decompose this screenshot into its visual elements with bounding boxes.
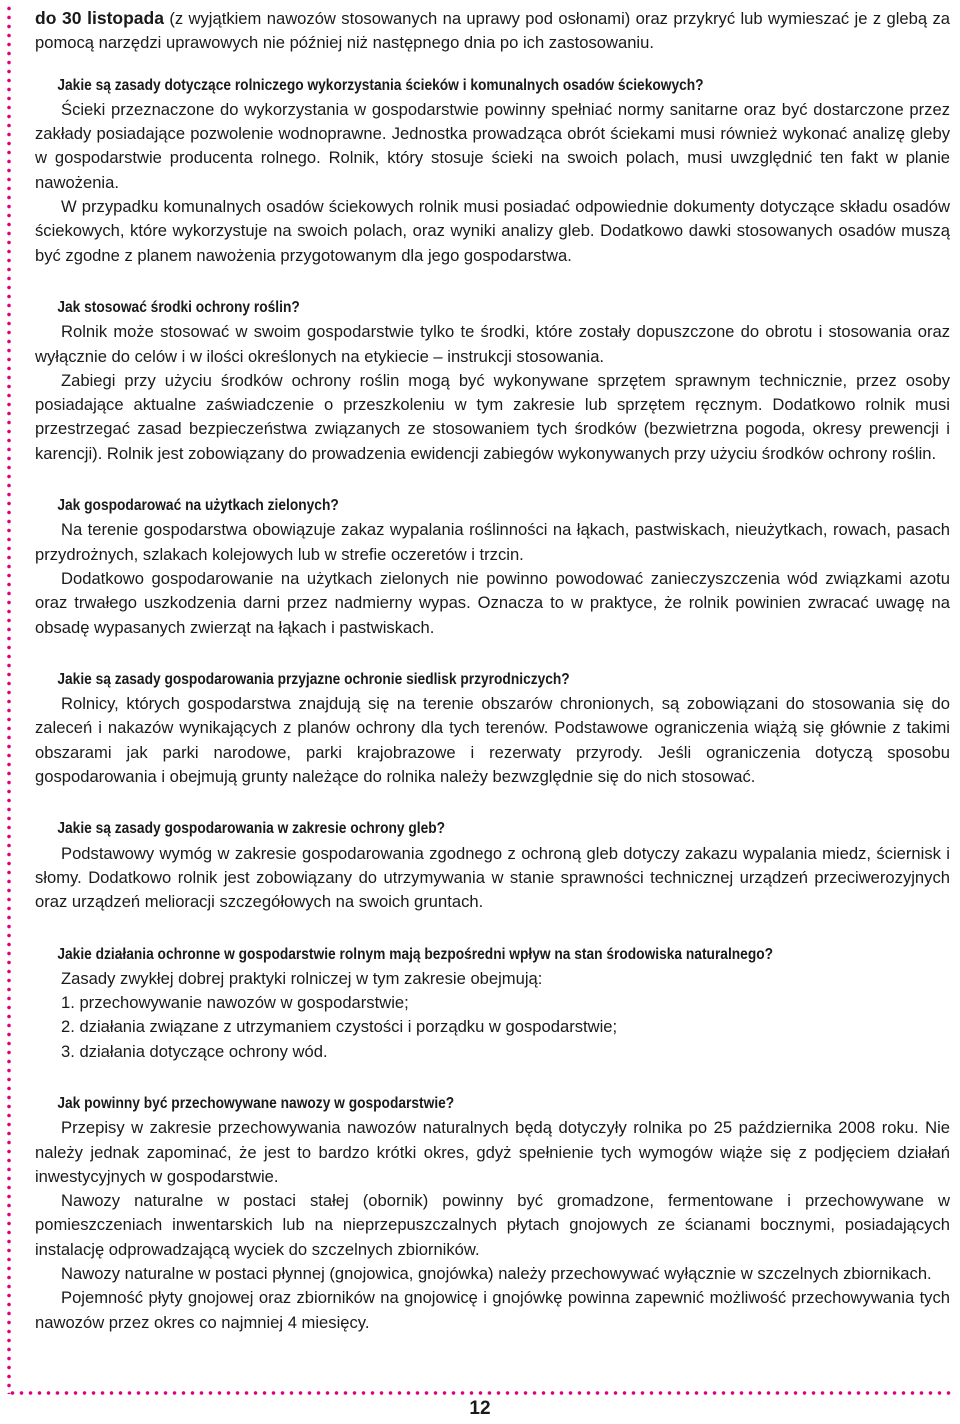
bottom-dotted-border xyxy=(8,1390,954,1396)
section-heading: Jakie są zasady gospodarowania w zakresie ochrony gleb? xyxy=(57,820,446,838)
section-heading: Jakie są zasady gospodarowania przyjazne ochronie siedlisk przyrodniczych? xyxy=(57,670,570,688)
section-paragraph: Na terenie gospodarstwa obowiązuje zakaz wypalania roślinności na łąkach, pastwiskach, nieużytkach, rowach, pasach przydrożnych, szlakach kolejowych lub w strefie oczeretów i trzcin. xyxy=(35,520,950,564)
page-number: 12 xyxy=(469,1398,491,1419)
section-paragraph: Pojemność płyty gnojowej oraz zbiorników na gnojowicę i gnojówkę powinna zapewnić możliwość przechowywania tych nawozów przez okres co najmniej 4 miesięcy. xyxy=(35,1288,950,1332)
section-paragraph: W przypadku komunalnych osadów ściekowych rolnik musi posiadać odpowiednie dokumenty dotyczące składu osadów ściekowych, które wykorzystuje na swoich polach, oraz wyniki analizy gleb. Dodatkowo dawki stosowanych osadów muszą być zgodne z planem nawożenia przygotowanym dla jego gospodarstwa. xyxy=(35,197,950,265)
section-paragraph: Nawozy naturalne w postaci stałej (obornik) powinny być gromadzone, fermentowane i przechowywane w pomieszczeniach inwentarskich lub na nieprzepuszczalnych płytach gnojowych ze ścianami bocznymi, posiadających instalację odprowadzającą wyciek do szczelnych zbiorników. xyxy=(35,1191,950,1259)
intro-paragraph xyxy=(35,6,950,56)
list-item: 3. działania dotyczące ochrony wód. xyxy=(61,1041,328,1061)
list-item: 1. przechowywanie nawozów w gospodarstwie; xyxy=(61,993,409,1013)
section-heading: Jak powinny być przechowywane nawozy w gospodarstwie? xyxy=(57,1094,455,1112)
section-paragraph: Podstawowy wymóg w zakresie gospodarowania zgodnego z ochroną gleb dotyczy zakazu wypalania miedz, ściernisk i słomy. Dodatkowo rolnik jest zobowiązany do utrzymywania w stanie sprawności technicznej urządzeń przeciwerozyjnych oraz urządzeń melioracji szczegółowych na swoich gruntach. xyxy=(35,843,950,912)
section-paragraph: Zabiegi przy użyciu środków ochrony roślin mogą być wykonywane sprzętem sprawnym technicznie, przez osoby posiadające aktualne zaświadczenie o przeszkoleniu w tym zakresie lub sprzętem ręcznym. Dodatkowo rolnik musi przestrzegać zasad bezpieczeństwa związanych ze stosowaniem tych środków (bezwietrzna pogoda, okresy prewencji i karencji). Rolnik jest zobowiązany do prowadzenia ewidencji zabiegów wykonywanych przy użyciu środków ochrony roślin. xyxy=(35,370,950,463)
section-paragraph: Dodatkowo gospodarowanie na użytkach zielonych nie powinno powodować zanieczyszczenia wód związkami azotu oraz trwałego uszkodzenia darni przez nadmierny wypas. Oznacza to w praktyce, że rolnik powinien zwracać uwagę na obsadę wypasanych zwierząt na łąkach i pastwiskach. xyxy=(35,568,950,637)
section-paragraph: Rolnicy, których gospodarstwa znajdują się na terenie obszarów chronionych, są zobowiązani do stosowania się do zaleceń i nakazów wynikających z planów ochrony dla tych terenów. Podstawowe ograniczenia wiążą się głównie z takimi obszarami jak parki narodowe, parki krajobrazowe i rezerwaty przyrody. Jeśli ograniczenia dotyczą sposobu gospodarowania i obejmują grunty należące do rolnika należy bezwzględnie się do nich stosować. xyxy=(35,694,950,787)
section-heading: Jak stosować środki ochrony roślin? xyxy=(57,298,300,316)
list-item: 2. działania związane z utrzymaniem czystości i porządku w gospodarstwie; xyxy=(61,1017,618,1037)
section-heading: Jak gospodarować na użytkach zielonych? xyxy=(57,497,339,515)
section-paragraph: Nawozy naturalne w postaci płynnej (gnojowica, gnojówka) należy przechowywać wyłącznie w szczelnych zbiornikach. xyxy=(61,1264,932,1284)
section-heading: Jakie są zasady dotyczące rolniczego wykorzystania ścieków i komunalnych osadów ściekowych? xyxy=(57,76,704,94)
section-paragraph: Przepisy w zakresie przechowywania nawozów naturalnych będą dotyczyły rolnika po 25 października 2008 roku. Nie należy jednak zapominać, że jest to bardzo krótki okres, gdyż spełnienie tych wymogów wiąże się z podjęciem działań inwestycyjnych w gospodarstwie. xyxy=(35,1118,950,1186)
section-paragraph: Rolnik może stosować w swoim gospodarstwie tylko te środki, które zostały dopuszczone do obrotu i stosowania oraz wyłącznie do celów i w ilości określonych na etykiecie – instrukcji stosowania. xyxy=(35,322,950,366)
page-content xyxy=(35,6,950,1335)
intro-lead: do 30 listopada xyxy=(35,8,164,28)
left-dotted-border xyxy=(6,4,12,1394)
section-paragraph: Ścieki przeznaczone do wykorzystania w gospodarstwie powinny spełniać normy sanitarne oraz być dostarczone przez zakłady posiadające pozwolenie wodnoprawne. Jednostka prowadząca obrót ściekami musi również wykonać analizę gleby w gospodarstwie producenta rolnego. Rolnik, który stosuje ścieki na swoich polach, musi uwzględnić ten fakt w planie nawożenia. xyxy=(35,99,950,192)
section-heading: Jakie działania ochronne w gospodarstwie rolnym mają bezpośredni wpływ na stan środowiska naturalnego? xyxy=(57,945,774,963)
list-intro: Zasady zwykłej dobrej praktyki rolniczej w tym zakresie obejmują: xyxy=(61,968,543,988)
intro-text: (z wyjątkiem nawozów stosowanych na uprawy pod osłonami) oraz przykryć lub wymieszać je z glebą za pomocą narzędzi uprawowych nie później niż następnego dnia po ich zastosowaniu. xyxy=(35,9,951,53)
